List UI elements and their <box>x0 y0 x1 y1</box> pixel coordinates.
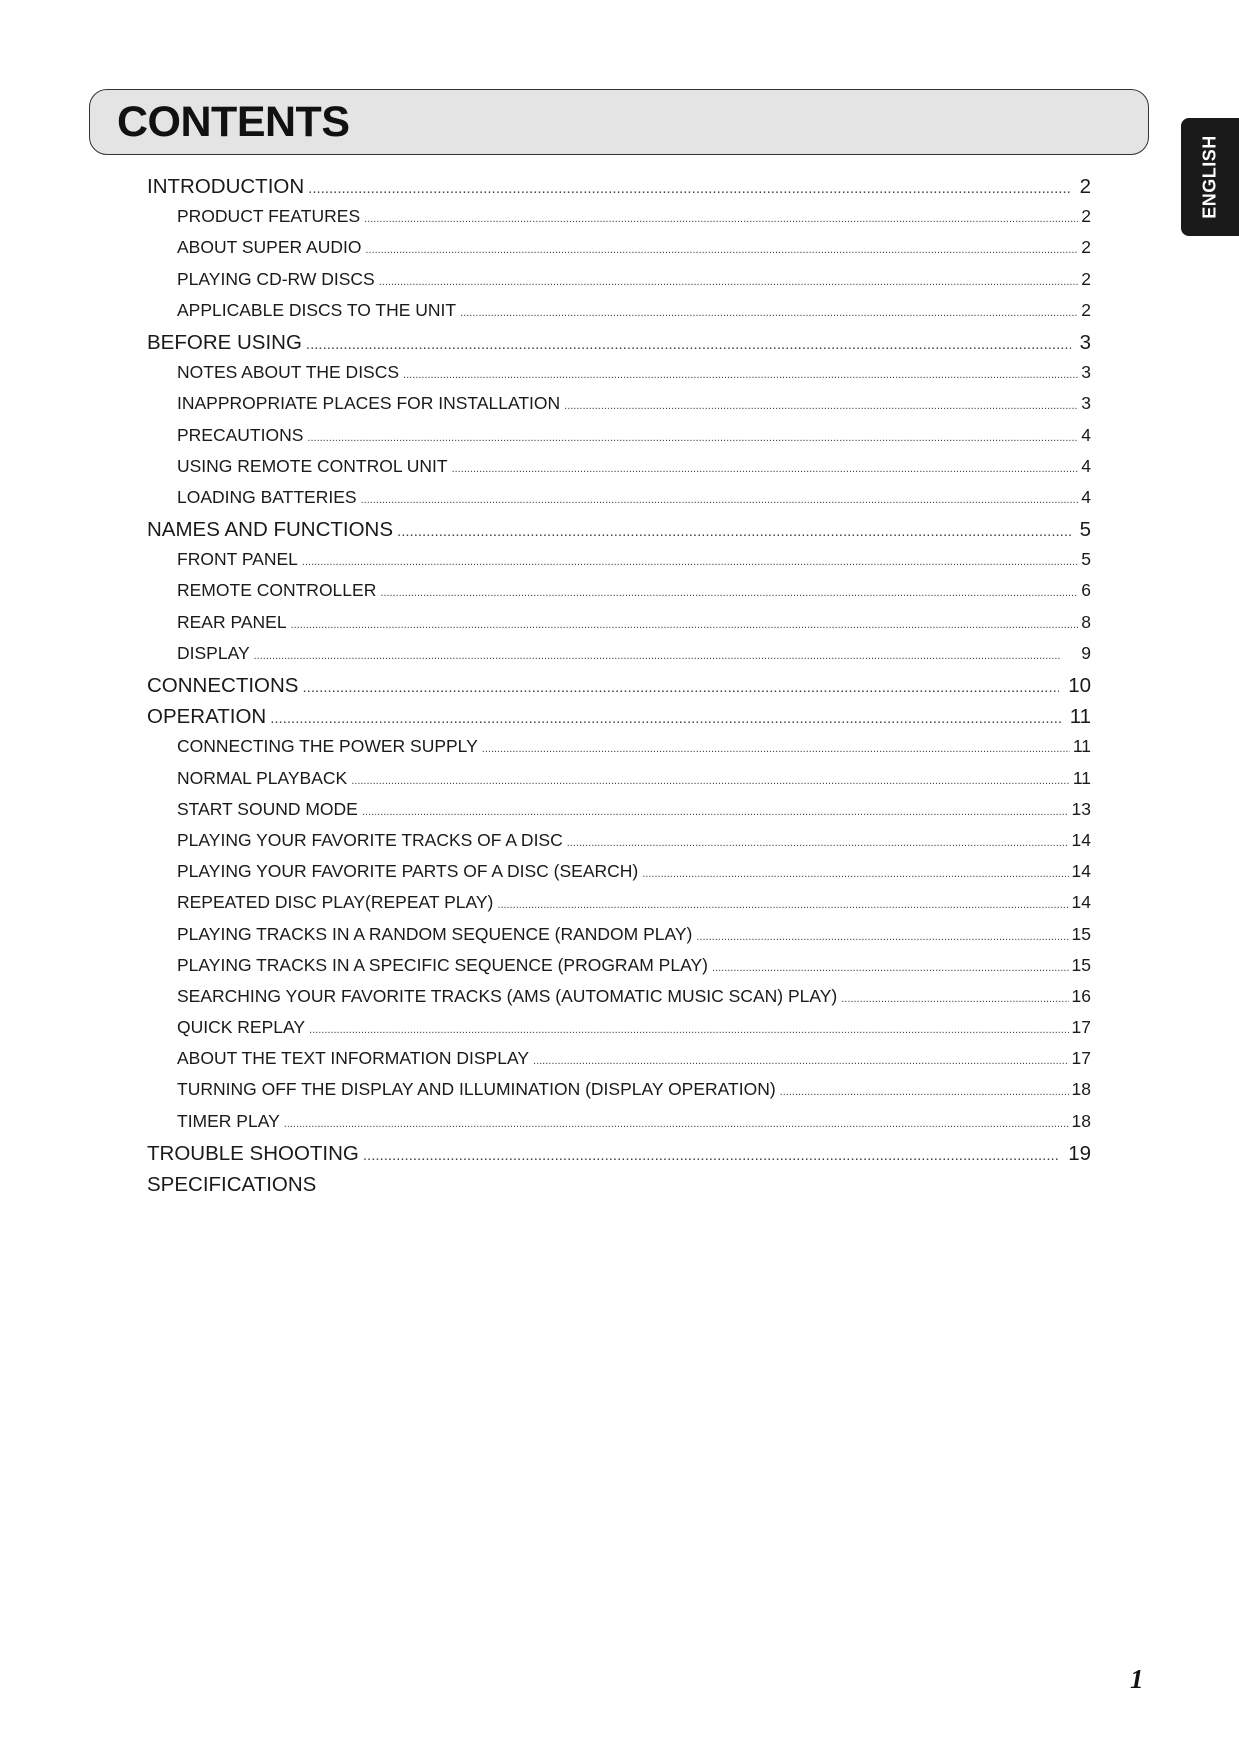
page-number: 1 <box>1130 1664 1144 1694</box>
toc-entry-page: 11 <box>1069 705 1091 729</box>
toc-dot-leader <box>364 213 1078 225</box>
toc-entry-label: PLAYING CD-RW DISCS <box>177 268 375 289</box>
toc-dot-leader <box>403 369 1078 381</box>
toc-entry-page: 2 <box>1081 237 1091 258</box>
toc-entry-label: PLAYING TRACKS IN A RANDOM SEQUENCE (RANDOM PLAY) <box>177 923 693 944</box>
toc-entry-label: SPECIFICATIONS <box>147 1173 317 1196</box>
table-of-contents <box>147 175 1091 1204</box>
toc-subsection-entry <box>147 830 1091 861</box>
toc-section-entry <box>147 674 1091 705</box>
toc-entry-page: 15 <box>1071 954 1091 975</box>
toc-entry-page: 8 <box>1081 611 1091 632</box>
toc-dot-leader <box>564 400 1078 412</box>
toc-subsection-entry <box>147 1111 1091 1142</box>
toc-entry-label: INTRODUCTION <box>147 175 305 198</box>
toc-entry-page: 10 <box>1068 674 1091 697</box>
toc-entry-page: 9 <box>1081 642 1091 663</box>
toc-subsection-entry <box>147 206 1091 237</box>
toc-dot-leader <box>284 1118 1069 1130</box>
toc-dot-leader <box>780 1086 1069 1098</box>
toc-entry-label: BEFORE USING <box>147 330 302 354</box>
toc-subsection-entry <box>147 986 1091 1017</box>
toc-entry-page: 19 <box>1068 1141 1091 1165</box>
toc-entry-page: 5 <box>1081 549 1091 570</box>
toc-subsection-entry <box>147 456 1091 487</box>
toc-entry-page: 14 <box>1071 892 1091 913</box>
toc-entry-label: APPLICABLE DISCS TO THE UNIT <box>177 299 457 320</box>
toc-entry-label: LOADING BATTERIES <box>177 486 357 507</box>
toc-entry-page: 3 <box>1081 393 1091 414</box>
toc-dot-leader <box>302 556 1078 568</box>
toc-entry-page: 18 <box>1071 1079 1091 1100</box>
toc-subsection-entry <box>147 736 1091 767</box>
toc-entry-label: ABOUT THE TEXT INFORMATION DISPLAY <box>177 1048 530 1069</box>
toc-subsection-entry <box>147 1079 1091 1110</box>
toc-dot-leader <box>309 1024 1068 1036</box>
toc-section-entry <box>147 705 1091 736</box>
toc-entry-page: 18 <box>1071 1110 1091 1131</box>
toc-entry-label: DISPLAY <box>177 642 250 663</box>
toc-dot-leader <box>380 587 1078 599</box>
toc-section-entry <box>147 331 1091 362</box>
toc-entry-label: PRODUCT FEATURES <box>177 206 361 227</box>
toc-entry-label: PLAYING TRACKS IN A SPECIFIC SEQUENCE (PROGRAM PLAY) <box>177 954 708 975</box>
toc-subsection-entry <box>147 237 1091 268</box>
toc-subsection-entry <box>147 861 1091 892</box>
toc-entry-page: 17 <box>1071 1017 1091 1038</box>
toc-subsection-entry <box>147 487 1091 518</box>
toc-dot-leader <box>308 180 1070 197</box>
toc-dot-leader <box>306 336 1071 353</box>
toc-dot-leader <box>270 710 1061 727</box>
toc-dot-leader <box>642 868 1068 880</box>
toc-subsection-entry <box>147 612 1091 643</box>
toc-entry-label: PLAYING YOUR FAVORITE PARTS OF A DISC (SEARCH) <box>177 861 639 882</box>
toc-subsection-entry <box>147 300 1091 331</box>
toc-subsection-entry <box>147 1017 1091 1048</box>
toc-dot-leader <box>841 993 1068 1005</box>
toc-subsection-entry <box>147 393 1091 424</box>
toc-dot-leader <box>291 619 1079 631</box>
toc-entry-label: NORMAL PLAYBACK <box>177 767 348 788</box>
toc-entry-page: 2 <box>1079 175 1091 198</box>
toc-dot-leader <box>397 523 1071 540</box>
toc-section-entry <box>147 1173 1091 1204</box>
toc-dot-leader <box>254 650 1079 662</box>
toc-entry-page: 14 <box>1071 861 1091 882</box>
toc-entry-label: REMOTE CONTROLLER <box>177 580 377 601</box>
toc-entry-page: 6 <box>1081 580 1091 601</box>
toc-dot-leader <box>361 494 1079 506</box>
toc-entry-label: NOTES ABOUT THE DISCS <box>177 362 400 383</box>
toc-dot-leader <box>482 743 1070 755</box>
toc-dot-leader <box>365 244 1078 256</box>
toc-subsection-entry <box>147 924 1091 955</box>
toc-dot-leader <box>533 1055 1069 1067</box>
toc-entry-page: 4 <box>1081 455 1091 476</box>
toc-entry-label: REPEATED DISC PLAY(REPEAT PLAY) <box>177 892 494 913</box>
toc-subsection-entry <box>147 1048 1091 1079</box>
toc-entry-page: 11 <box>1072 736 1091 757</box>
toc-dot-leader <box>452 463 1079 475</box>
toc-subsection-entry <box>147 549 1091 580</box>
toc-entry-label: PRECAUTIONS <box>177 424 304 445</box>
toc-subsection-entry <box>147 799 1091 830</box>
toc-dot-leader <box>363 1147 1059 1164</box>
toc-entry-label: QUICK REPLAY <box>177 1017 306 1038</box>
toc-entry-page: 4 <box>1081 486 1091 507</box>
toc-entry-label: TURNING OFF THE DISPLAY AND ILLUMINATION (DISPLAY OPERATION) <box>177 1079 776 1100</box>
toc-subsection-entry <box>147 768 1091 799</box>
toc-entry-label: USING REMOTE CONTROL UNIT <box>177 455 448 476</box>
toc-entry-label: CONNECTIONS <box>147 674 299 697</box>
toc-subsection-entry <box>147 269 1091 300</box>
toc-entry-page: 3 <box>1081 362 1091 383</box>
toc-subsection-entry <box>147 580 1091 611</box>
toc-entry-page: 5 <box>1079 518 1091 542</box>
toc-entry-page: 16 <box>1071 985 1091 1006</box>
toc-dot-leader <box>497 899 1068 911</box>
toc-entry-page: 13 <box>1071 798 1091 819</box>
toc-section-entry <box>147 518 1091 549</box>
toc-entry-label: TROUBLE SHOOTING <box>147 1141 359 1165</box>
toc-entry-label: INAPPROPRIATE PLACES FOR INSTALLATION <box>177 393 561 414</box>
toc-dot-leader <box>712 962 1069 974</box>
toc-entry-label: SEARCHING YOUR FAVORITE TRACKS (AMS (AUTOMATIC MUSIC SCAN) PLAY) <box>177 985 838 1006</box>
toc-dot-leader <box>696 931 1068 943</box>
toc-entry-page: 14 <box>1071 829 1091 850</box>
contents-title-bar <box>89 89 1149 155</box>
toc-entry-page: 2 <box>1081 268 1091 289</box>
language-tab <box>1181 118 1239 236</box>
toc-dot-leader <box>362 806 1069 818</box>
toc-dot-leader <box>351 775 1070 787</box>
toc-entry-label: NAMES AND FUNCTIONS <box>147 518 394 542</box>
toc-subsection-entry <box>147 362 1091 393</box>
toc-entry-page: 11 <box>1072 767 1091 788</box>
language-tab-label: ENGLISH <box>1199 135 1220 219</box>
toc-dot-leader <box>379 276 1079 288</box>
toc-entry-page: 3 <box>1079 330 1091 354</box>
toc-entry-page: 4 <box>1081 424 1091 445</box>
toc-subsection-entry <box>147 892 1091 923</box>
toc-entry-label: ABOUT SUPER AUDIO <box>177 237 362 258</box>
toc-entry-page: 17 <box>1071 1048 1091 1069</box>
toc-entry-label: CONNECTING THE POWER SUPPLY <box>177 736 478 757</box>
toc-entry-page: 15 <box>1071 923 1091 944</box>
toc-dot-leader <box>307 432 1078 444</box>
toc-entry-page: 2 <box>1081 206 1091 227</box>
toc-entry-label: REAR PANEL <box>177 611 287 632</box>
toc-entry-page: 2 <box>1081 299 1091 320</box>
toc-dot-leader <box>460 307 1078 319</box>
toc-section-entry <box>147 1142 1091 1173</box>
toc-dot-leader <box>302 679 1059 696</box>
toc-entry-label: FRONT PANEL <box>177 549 298 570</box>
toc-entry-label: TIMER PLAY <box>177 1110 280 1131</box>
toc-entry-label: OPERATION <box>147 705 267 729</box>
toc-entry-label: PLAYING YOUR FAVORITE TRACKS OF A DISC <box>177 829 563 850</box>
toc-subsection-entry <box>147 643 1091 674</box>
toc-subsection-entry <box>147 955 1091 986</box>
toc-section-entry <box>147 175 1091 206</box>
toc-dot-leader <box>567 837 1069 849</box>
toc-subsection-entry <box>147 425 1091 456</box>
page-title: CONTENTS <box>117 98 350 146</box>
toc-entry-label: START SOUND MODE <box>177 798 358 819</box>
